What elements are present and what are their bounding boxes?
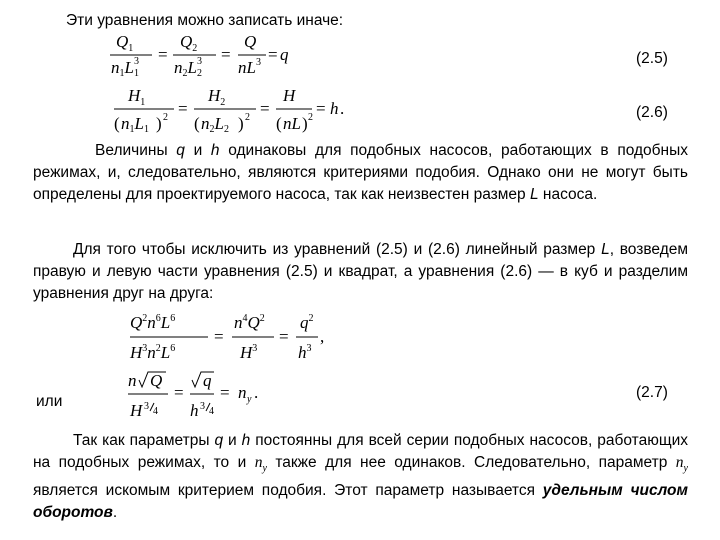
svg-text:n: n [128,371,137,390]
symbol-L-2: L [601,241,610,258]
svg-text:H3: $H^3$ [240,343,258,362]
svg-text:=: = [214,327,224,346]
svg-text:=: = [316,99,326,118]
svg-text:y: y [247,394,252,405]
equation-number-2-6: (2.6) [636,104,668,121]
para3-end: . [112,504,118,522]
para1-and: и [184,142,211,159]
para2-text-a: Для того чтобы исключить из уравнений (2.5) и (2.6) линейный размер [73,241,602,258]
svg-text:=: = [178,99,188,118]
symbol-h: h [210,142,220,159]
svg-text:H: H [283,86,296,105]
svg-text:Q: Q [150,371,163,390]
svg-text:Q2n6L6: $Q^2n^6L^6$ [130,313,176,332]
para1-text-c: насоса. [538,186,598,203]
svg-text:n2L2: n2L2 [201,114,229,135]
svg-text:=: = [279,327,289,346]
symbol-h-2: h [241,432,251,449]
svg-text:=: = [174,383,184,402]
symbol-ny-2: $n_y$ [675,454,688,475]
svg-text:): ) [238,114,244,133]
svg-text:(: ( [114,114,120,133]
svg-text:4: 4 [153,406,158,417]
para2-text-b: , возведем правую и левую части уравнения (2.5) и квадрат, а уравнения (2.6) — в куб и разделим уравнения друг на друга: [33,241,689,302]
svg-text:2: 2 [163,112,168,123]
svg-text:=: = [268,45,278,64]
svg-text:(: ( [194,114,200,133]
svg-text:n1L13: n1L13 [111,56,139,79]
svg-text:H: H [130,401,143,420]
para3-and: и [223,432,242,449]
para1-text-a: Величины [95,142,177,159]
intro-text: Эти уравнения можно записать иначе: [66,12,344,29]
svg-text:n4Q2: $n^4Q^2$ [234,313,265,332]
svg-text:q: q [280,45,288,64]
svg-text:q2: $q^2$ [300,313,314,332]
svg-text:h: h [190,401,199,420]
svg-text:H2: $H_2$ [208,86,226,108]
svg-text:q: q [203,371,212,390]
paragraph-similarity-criteria [33,140,688,206]
symbol-ny: $n_y$ [254,454,267,475]
svg-text:3: 3 [144,401,149,412]
para3-text-d: является искомым критерием подобия. Этот параметр называется [33,482,543,500]
svg-text:.: . [254,383,259,402]
equation-2-7 [126,368,286,422]
para3-text-b: постоянны для всей серии подобных насосов, работающих на подобных режимах, то и [33,432,688,471]
symbol-q: q [176,142,185,159]
svg-text:h: h [330,99,339,118]
para1-text-b: одинаковы для подобных насосов, работающих в подобных режимах, и, следовательно, являются критериями подобия. Однако они не могут быть определены для проектируемого насоса, так как неизвестен размер [33,142,688,203]
svg-text:n: n [238,383,247,402]
svg-text:Q: Q [244,32,257,51]
equation-derived [128,310,328,368]
paragraph-specific-speed [33,430,688,524]
svg-text:(: ( [276,114,282,133]
svg-text:H3n2L6: $H^3n^2L^6$ [130,343,176,362]
svg-text:2: 2 [308,112,313,123]
svg-text:): ) [302,114,308,133]
symbol-L: L [529,186,539,203]
term-specific-speed: удельным числом оборотов [33,482,688,522]
equation-2-5 [108,30,288,80]
svg-text:nL: nL [283,114,301,133]
svg-text:n1L1: n1L1 [121,114,149,135]
svg-text:3: 3 [200,401,205,412]
para3-text-a: Так как параметры [73,432,215,449]
paragraph-eliminate-size [33,239,688,305]
svg-text:n2L23: n2L23 [174,56,202,79]
svg-text:Q1: $Q_1$ [116,32,134,54]
symbol-q-2: q [214,432,224,449]
equation-number-2-7: (2.7) [636,384,668,401]
svg-text:nL3: $nL^3$ [238,57,261,77]
svg-text:=: = [260,99,270,118]
svg-text:=: = [220,383,230,402]
svg-text:Q2: $Q_2$ [180,32,198,54]
svg-text:,: , [320,327,325,346]
svg-text:4: 4 [209,406,214,417]
svg-text:=: = [158,45,168,64]
or-label: или [36,393,63,410]
svg-text:): ) [156,114,162,133]
svg-text:.: . [340,99,345,118]
svg-text:h3: $h^3$ [298,343,312,362]
svg-text:H1: $H_1$ [128,86,146,108]
svg-text:2: 2 [245,112,250,123]
equation-2-6 [112,84,352,140]
equation-number-2-5: (2.5) [636,50,668,67]
svg-text:=: = [221,45,231,64]
para3-text-c: также для нее одинаков. Следовательно, параметр [266,454,676,471]
